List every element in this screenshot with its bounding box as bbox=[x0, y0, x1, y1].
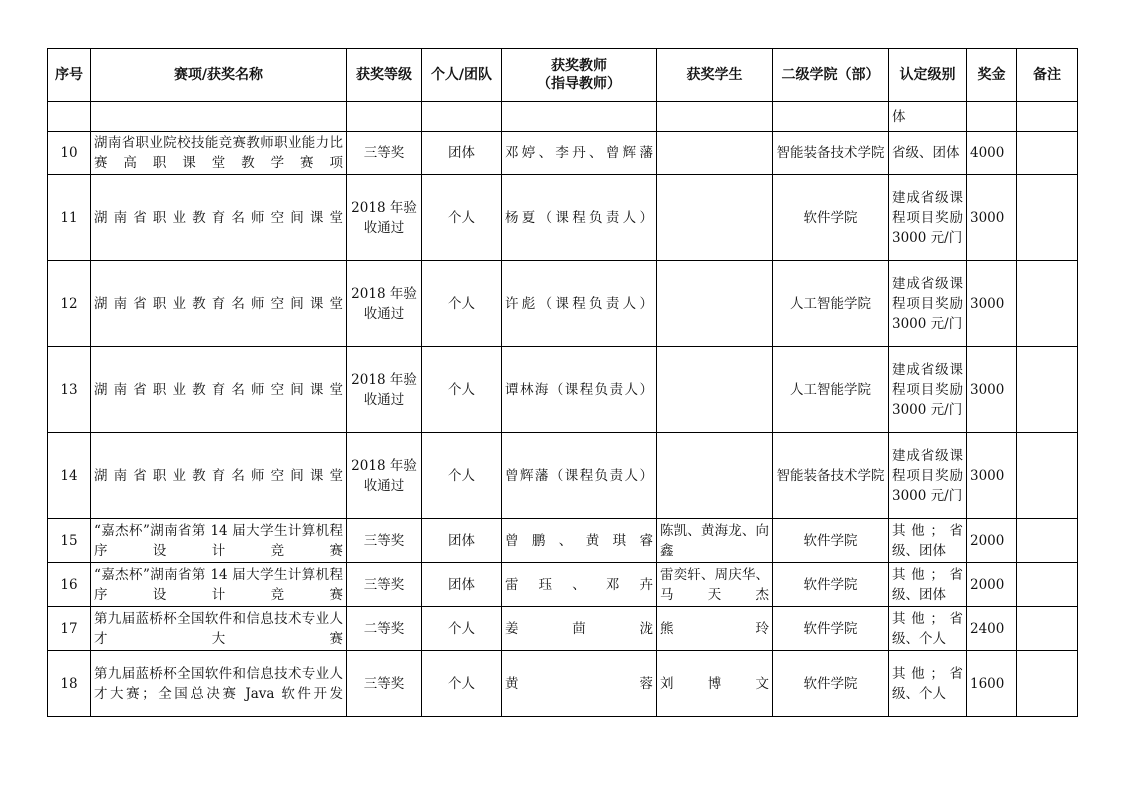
cell-teacher: 谭林海（课程负责人） bbox=[502, 347, 657, 433]
cell-college: 软件学院 bbox=[773, 519, 889, 563]
cell-teacher: 曾辉藩（课程负责人） bbox=[502, 433, 657, 519]
cell-teacher: 邓婷、李丹、曾辉藩 bbox=[502, 132, 657, 175]
cell-recognized: 其他；省级、个人 bbox=[889, 651, 967, 717]
continuation-recognized: 体 bbox=[889, 102, 967, 132]
cell-level: 三等奖 bbox=[347, 563, 422, 607]
cell-teacher: 黄蓉 bbox=[502, 651, 657, 717]
cell-college: 智能装备技术学院 bbox=[773, 433, 889, 519]
cell-student: 陈凯、黄海龙、向鑫 bbox=[657, 519, 773, 563]
cell-level: 2018 年验收通过 bbox=[347, 347, 422, 433]
table-row bbox=[48, 651, 1078, 717]
cell-teacher: 曾鹏、黄琪睿 bbox=[502, 519, 657, 563]
cell-level: 三等奖 bbox=[347, 132, 422, 175]
header-college: 二级学院（部） bbox=[773, 49, 889, 102]
cell-college: 软件学院 bbox=[773, 651, 889, 717]
cell-college: 人工智能学院 bbox=[773, 261, 889, 347]
cell-student: 刘博文 bbox=[657, 651, 773, 717]
cell-remarks bbox=[1017, 607, 1078, 651]
cell-teacher: 许彪（课程负责人） bbox=[502, 261, 657, 347]
table-row bbox=[48, 347, 1078, 433]
cell-college: 智能装备技术学院 bbox=[773, 132, 889, 175]
cell-level: 2018 年验收通过 bbox=[347, 433, 422, 519]
cell-remarks bbox=[1017, 261, 1078, 347]
cell-recognized: 建成省级课程项目奖励 3000 元/门 bbox=[889, 175, 967, 261]
cell-college: 软件学院 bbox=[773, 607, 889, 651]
cell-name: 第九届蓝桥杯全国软件和信息技术专业人才大赛 bbox=[91, 607, 347, 651]
cell-level: 三等奖 bbox=[347, 519, 422, 563]
cell-no: 12 bbox=[48, 261, 91, 347]
cell-type: 团体 bbox=[422, 132, 502, 175]
cell-bonus: 2400 bbox=[967, 607, 1017, 651]
cell-teacher: 姜茴泷 bbox=[502, 607, 657, 651]
cell-type: 个人 bbox=[422, 607, 502, 651]
table-row bbox=[48, 175, 1078, 261]
cell-name: 湖南省职业教育名师空间课堂 bbox=[91, 261, 347, 347]
header-level: 获奖等级 bbox=[347, 49, 422, 102]
cell-name: 湖南省职业院校技能竞赛教师职业能力比赛高职课堂教学赛项 bbox=[91, 132, 347, 175]
table-row bbox=[48, 519, 1078, 563]
cell-remarks bbox=[1017, 132, 1078, 175]
cell-college: 软件学院 bbox=[773, 175, 889, 261]
header-teacher-line1: 获奖教师 bbox=[551, 58, 607, 74]
cell-student bbox=[657, 175, 773, 261]
cell-student bbox=[657, 433, 773, 519]
cell-type: 个人 bbox=[422, 175, 502, 261]
cell-student bbox=[657, 132, 773, 175]
cell-teacher: 雷珏、邓卉 bbox=[502, 563, 657, 607]
cell-name: 湖南省职业教育名师空间课堂 bbox=[91, 175, 347, 261]
cell-type: 个人 bbox=[422, 261, 502, 347]
cell-name: “嘉杰杯”湖南省第 14 届大学生计算机程序设计竞赛 bbox=[91, 563, 347, 607]
cell-no: 18 bbox=[48, 651, 91, 717]
header-row bbox=[48, 49, 1078, 102]
cell-student bbox=[657, 261, 773, 347]
cell-recognized: 建成省级课程项目奖励 3000 元/门 bbox=[889, 261, 967, 347]
continuation-row bbox=[48, 102, 1078, 132]
cell-type: 团体 bbox=[422, 563, 502, 607]
cell-level: 2018 年验收通过 bbox=[347, 261, 422, 347]
cell-remarks bbox=[1017, 433, 1078, 519]
cell-no: 11 bbox=[48, 175, 91, 261]
cell-bonus: 1600 bbox=[967, 651, 1017, 717]
cell-recognized: 其他；省级、团体 bbox=[889, 519, 967, 563]
cell-remarks bbox=[1017, 519, 1078, 563]
header-remarks: 备注 bbox=[1017, 49, 1078, 102]
header-student: 获奖学生 bbox=[657, 49, 773, 102]
cell-remarks bbox=[1017, 347, 1078, 433]
cell-recognized: 建成省级课程项目奖励 3000 元/门 bbox=[889, 433, 967, 519]
cell-bonus: 3000 bbox=[967, 175, 1017, 261]
cell-college: 人工智能学院 bbox=[773, 347, 889, 433]
cell-level: 2018 年验收通过 bbox=[347, 175, 422, 261]
cell-no: 17 bbox=[48, 607, 91, 651]
cell-bonus: 3000 bbox=[967, 347, 1017, 433]
cell-no: 10 bbox=[48, 132, 91, 175]
cell-bonus: 2000 bbox=[967, 519, 1017, 563]
cell-name: 第九届蓝桥杯全国软件和信息技术专业人才大赛；全国总决赛 Java 软件开发 bbox=[91, 651, 347, 717]
header-teacher-line2: （指导教师） bbox=[537, 76, 621, 92]
header-name: 赛项/获奖名称 bbox=[91, 49, 347, 102]
cell-recognized: 其他；省级、个人 bbox=[889, 607, 967, 651]
cell-teacher: 杨夏（课程负责人） bbox=[502, 175, 657, 261]
cell-college: 软件学院 bbox=[773, 563, 889, 607]
header-teacher bbox=[502, 49, 657, 102]
cell-student: 雷奕轩、周庆华、马天杰 bbox=[657, 563, 773, 607]
cell-remarks bbox=[1017, 563, 1078, 607]
cell-remarks bbox=[1017, 651, 1078, 717]
cell-name: 湖南省职业教育名师空间课堂 bbox=[91, 347, 347, 433]
cell-no: 15 bbox=[48, 519, 91, 563]
cell-recognized: 省级、团体 bbox=[889, 132, 967, 175]
table-row bbox=[48, 261, 1078, 347]
cell-no: 13 bbox=[48, 347, 91, 433]
cell-level: 三等奖 bbox=[347, 651, 422, 717]
cell-type: 个人 bbox=[422, 347, 502, 433]
awards-table bbox=[47, 48, 1078, 717]
cell-bonus: 3000 bbox=[967, 433, 1017, 519]
cell-no: 14 bbox=[48, 433, 91, 519]
table-row bbox=[48, 607, 1078, 651]
cell-level: 二等奖 bbox=[347, 607, 422, 651]
table-row bbox=[48, 132, 1078, 175]
cell-remarks bbox=[1017, 175, 1078, 261]
header-bonus: 奖金 bbox=[967, 49, 1017, 102]
cell-name: “嘉杰杯”湖南省第 14 届大学生计算机程序设计竞赛 bbox=[91, 519, 347, 563]
cell-student: 熊玲 bbox=[657, 607, 773, 651]
cell-type: 团体 bbox=[422, 519, 502, 563]
cell-bonus: 2000 bbox=[967, 563, 1017, 607]
cell-bonus: 4000 bbox=[967, 132, 1017, 175]
cell-no: 16 bbox=[48, 563, 91, 607]
table-row bbox=[48, 563, 1078, 607]
cell-type: 个人 bbox=[422, 651, 502, 717]
cell-bonus: 3000 bbox=[967, 261, 1017, 347]
header-recognized: 认定级别 bbox=[889, 49, 967, 102]
cell-name: 湖南省职业教育名师空间课堂 bbox=[91, 433, 347, 519]
header-type: 个人/团队 bbox=[422, 49, 502, 102]
header-no: 序号 bbox=[48, 49, 91, 102]
cell-type: 个人 bbox=[422, 433, 502, 519]
cell-recognized: 其他；省级、团体 bbox=[889, 563, 967, 607]
cell-student bbox=[657, 347, 773, 433]
cell-recognized: 建成省级课程项目奖励 3000 元/门 bbox=[889, 347, 967, 433]
table-row bbox=[48, 433, 1078, 519]
